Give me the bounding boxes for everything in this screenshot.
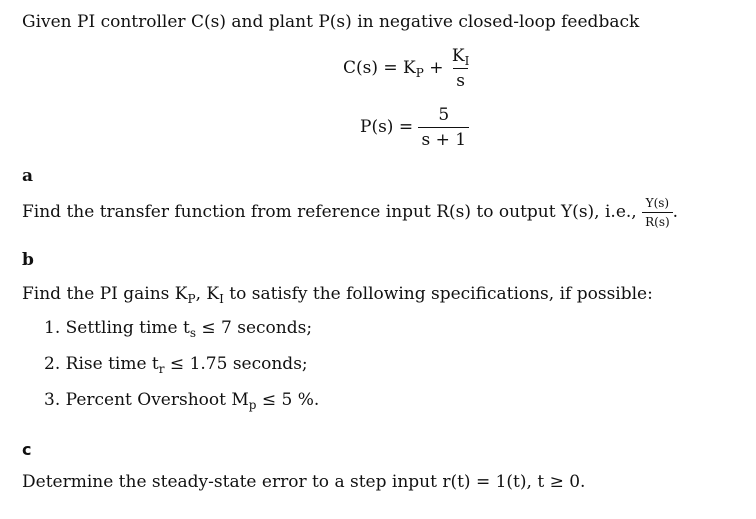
controller-lhs: C(s) = K — [343, 58, 416, 78]
part-b-label: b — [22, 250, 34, 270]
spec-item: 2. Rise time $t_r \le 1.75$ seconds; — [44, 354, 308, 376]
controller-equation — [343, 46, 472, 91]
spec-item: 1. Settling time $t_s \le 7$ seconds; — [44, 318, 313, 340]
part-a-text: Find the transfer function from reference input R(s) to output Y(s), i.e., $\frac{Y(s)}{R(s)}$ . — [22, 196, 679, 229]
controller-lhs-sub: P — [415, 66, 424, 80]
part-a-label: a — [22, 166, 34, 186]
part-a-fraction: $\frac{Y(s)}{R(s)}$ — [642, 196, 673, 229]
plant-den: s + 1 — [418, 127, 469, 150]
plant-fraction — [418, 105, 469, 150]
plant-lhs: P(s) = — [360, 117, 419, 137]
controller-plus: + — [423, 58, 449, 78]
part-c-label: c — [22, 440, 32, 459]
part-b-text: Find the PI gains $K_P$, $K_I$ to satisfy the following specifications, if possible: — [22, 284, 653, 306]
controller-den: s — [453, 68, 468, 91]
part-c-text: Determine the steady-state error to a step input r(t) = 1(t), t ≥ 0. — [22, 472, 586, 492]
controller-num: $K_I$ — [451, 46, 470, 68]
plant-equation — [360, 105, 469, 150]
plant-num: 5 — [438, 105, 450, 125]
intro-text: Given PI controller C(s) and plant P(s) in negative closed-loop feedback — [22, 12, 640, 32]
spec-item: 3. Percent Overshoot $M_p \le 5$ %. — [44, 390, 320, 412]
controller-fraction — [449, 46, 472, 91]
